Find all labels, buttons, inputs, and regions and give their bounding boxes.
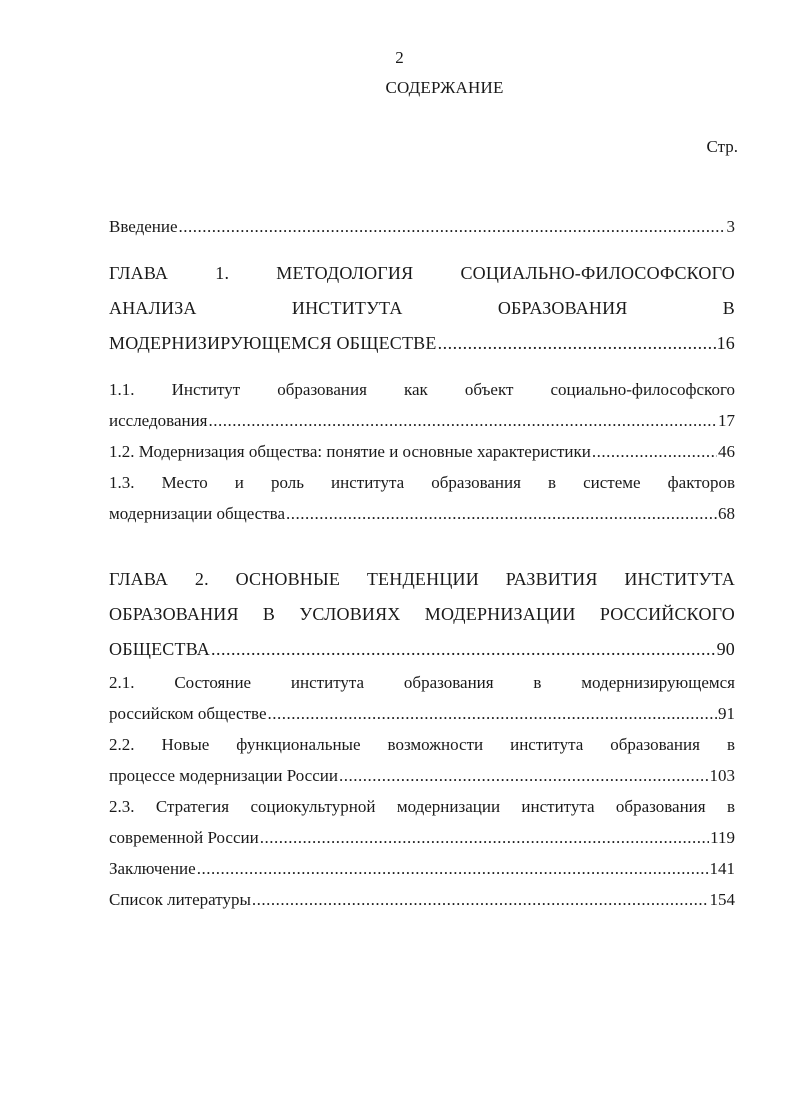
toc-entry-section-2-2[interactable] — [109, 729, 735, 791]
toc-entry-title-line: 2.2. Новые функциональные возможности института образования в — [109, 735, 735, 754]
dot-leader — [197, 853, 709, 884]
toc-entry-title-line: ГЛАВА 1. МЕТОДОЛОГИЯ СОЦИАЛЬНО-ФИЛОСОФСКОГО — [109, 263, 735, 283]
toc-entry-title-line: российском обществе — [109, 704, 267, 723]
toc-entry-title-line: МОДЕРНИЗИРУЮЩЕМСЯ ОБЩЕСТВЕ — [109, 333, 437, 353]
toc-entry-conclusion[interactable] — [109, 853, 735, 884]
toc-entry-title: Заключение — [109, 859, 196, 878]
toc-page-number: 91 — [718, 704, 735, 723]
dot-leader — [339, 760, 709, 791]
table-of-contents — [109, 211, 735, 915]
toc-page-number: 90 — [716, 639, 735, 659]
toc-entry-title-line: АНАЛИЗА ИНСТИТУТА ОБРАЗОВАНИЯ В — [109, 298, 735, 318]
page-title: СОДЕРЖАНИЕ — [385, 78, 504, 97]
toc-entry-introduction[interactable] — [109, 211, 735, 242]
toc-entry-title-line: ОБЩЕСТВА — [109, 639, 210, 659]
dot-leader — [211, 632, 716, 667]
dot-leader — [209, 405, 717, 436]
toc-entry-chapter-1[interactable] — [109, 256, 735, 361]
toc-page-number: 3 — [726, 217, 735, 236]
dot-leader — [438, 326, 716, 361]
toc-page-number: 17 — [718, 411, 735, 430]
toc-entry-title-line: 2.3. Стратегия социокультурной модернизации института образования в — [109, 797, 735, 816]
toc-entry-bibliography[interactable] — [109, 884, 735, 915]
toc-entry-title-line: 1.1. Институт образования как объект социально-философского — [109, 380, 735, 399]
toc-entry-title-line: модернизации общества — [109, 504, 285, 523]
toc-entry-chapter-2[interactable] — [109, 562, 735, 667]
toc-entry-section-2-3[interactable] — [109, 791, 735, 853]
toc-entry-title-line: процессе модернизации России — [109, 766, 338, 785]
dot-leader — [252, 884, 709, 915]
dot-leader — [286, 498, 717, 529]
toc-entry-title-line: исследования — [109, 411, 208, 430]
toc-page-number: 46 — [718, 442, 735, 461]
toc-entry-title-line: 1.3. Место и роль института образования в системе факторов — [109, 473, 735, 492]
toc-page-number: 154 — [709, 890, 735, 909]
toc-entry-section-1-1[interactable] — [109, 374, 735, 436]
dot-leader — [268, 698, 718, 729]
toc-entry-title: Список литературы — [109, 890, 251, 909]
toc-entry-title-line: 2.1. Состояние института образования в модернизирующемся — [109, 673, 735, 692]
toc-page-number: 103 — [709, 766, 735, 785]
toc-entry-title-line: ОБРАЗОВАНИЯ В УСЛОВИЯХ МОДЕРНИЗАЦИИ РОССИЙСКОГО — [109, 604, 735, 624]
dot-leader — [592, 436, 717, 467]
toc-entry-section-2-1[interactable] — [109, 667, 735, 729]
page-column-label: Стр. — [706, 137, 738, 156]
toc-entry-title-line: современной России — [109, 828, 259, 847]
toc-entry-section-1-3[interactable] — [109, 467, 735, 529]
page-number: 2 — [395, 48, 404, 67]
toc-page-number: 119 — [710, 828, 735, 847]
toc-entry-title-line: ГЛАВА 2. ОСНОВНЫЕ ТЕНДЕНЦИИ РАЗВИТИЯ ИНСТИТУТА — [109, 569, 735, 589]
toc-entry-title: Введение — [109, 217, 178, 236]
dot-leader — [179, 211, 726, 242]
toc-entry-title: 1.2. Модернизация общества: понятие и основные характеристики — [109, 442, 591, 461]
toc-page-number: 16 — [716, 333, 735, 353]
dot-leader — [260, 822, 709, 853]
toc-page-number: 68 — [718, 504, 735, 523]
toc-entry-section-1-2[interactable] — [109, 436, 735, 467]
toc-page-number: 141 — [709, 859, 735, 878]
